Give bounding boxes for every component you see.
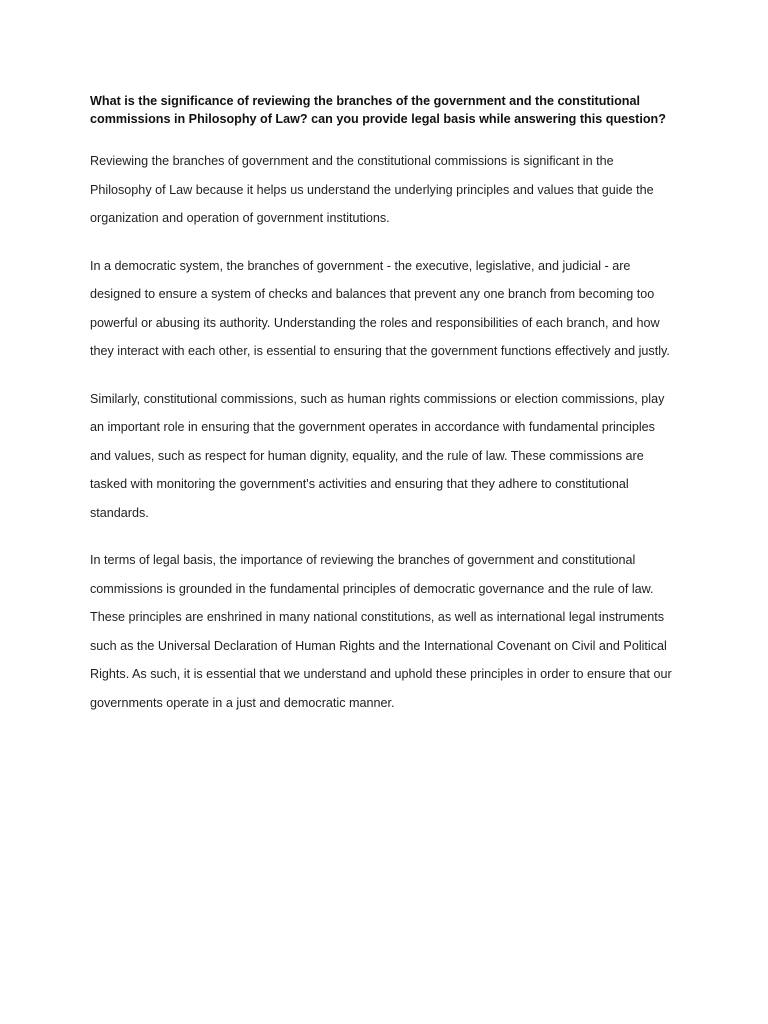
answer-paragraph-1: Reviewing the branches of government and the constitutional commissions is significant in the Philosophy of Law because it helps us understand the underlying principles and values that guide the organization and operation of government institutions. <box>90 154 654 225</box>
answer-paragraph-2: In a democratic system, the branches of government - the executive, legislative, and judicial - are designed to ensure a system of checks and balances that prevent any one branch from becoming too powerful or abusing its authority. Understanding the roles and responsibilities of each branch, and how they interact with each other, is essential to ensuring that the government functions effectively and justly. <box>90 258 670 358</box>
answer-paragraph-4: In terms of legal basis, the importance of reviewing the branches of government and constitutional commissions is grounded in the fundamental principles of democratic governance and the rule of law. These principles are enshrined in many national constitutions, as well as international legal instruments such as the Universal Declaration of Human Rights and the International Covenant on Civil and Political Rights. As such, it is essential that we understand and uphold these principles in order to ensure that our governments operate in a just and democratic manner. <box>90 553 672 710</box>
answer-body <box>90 147 678 717</box>
question-heading: What is the significance of reviewing the branches of the government and the constitutional commissions in Philosophy of Law? can you provide legal basis while answering this question? <box>90 94 666 126</box>
answer-paragraph-3: Similarly, constitutional commissions, such as human rights commissions or election commissions, play an important role in ensuring that the government operates in accordance with fundamental principles and values, such as respect for human dignity, equality, and the rule of law. These commissions are tasked with monitoring the government's activities and ensuring that they adhere to constitutional standards. <box>90 391 665 520</box>
